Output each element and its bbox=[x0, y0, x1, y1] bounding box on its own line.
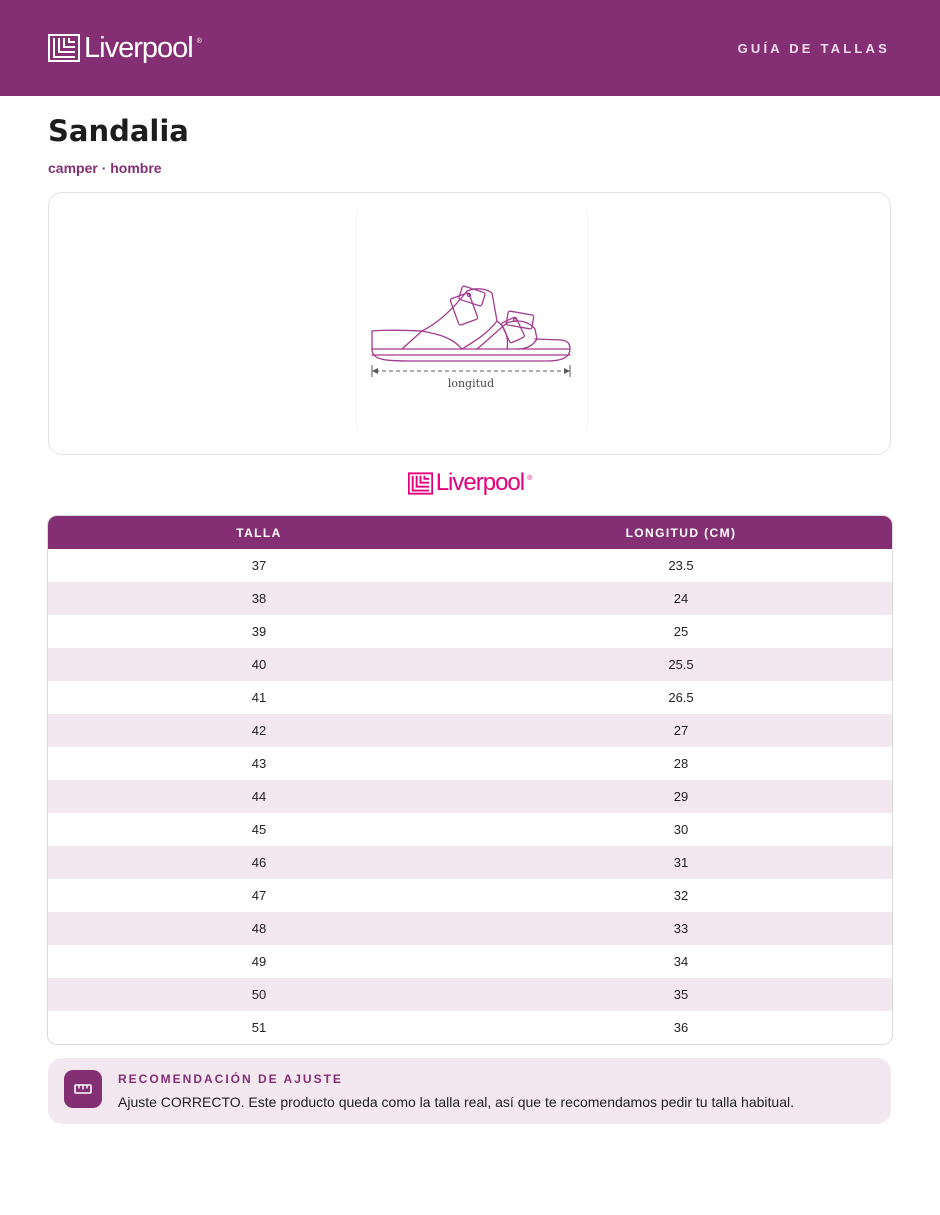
brand-mark bbox=[0, 469, 940, 497]
size-table bbox=[47, 515, 893, 1045]
size-cell: 44 bbox=[251, 789, 267, 804]
logo-text: Liverpool bbox=[84, 31, 193, 64]
length-cell: 29 bbox=[673, 789, 689, 804]
length-cell: 27 bbox=[673, 723, 689, 738]
table-header-row bbox=[48, 516, 892, 549]
length-cell: 24 bbox=[673, 591, 689, 606]
table-row bbox=[48, 747, 892, 780]
table-row bbox=[48, 615, 892, 648]
size-cell: 49 bbox=[251, 954, 267, 969]
liverpool-logo-icon bbox=[48, 34, 80, 62]
sandal-outline-icon bbox=[357, 209, 587, 431]
trademark-symbol: ® bbox=[527, 475, 533, 482]
table-body bbox=[48, 549, 892, 1044]
length-cell: 26.5 bbox=[668, 690, 694, 705]
table-row bbox=[48, 648, 892, 681]
length-cell: 36 bbox=[673, 1020, 689, 1035]
size-cell: 51 bbox=[251, 1020, 267, 1035]
measurement-figure bbox=[48, 192, 891, 455]
table-row bbox=[48, 582, 892, 615]
trademark-symbol: ® bbox=[196, 37, 202, 45]
table-row bbox=[48, 780, 892, 813]
size-cell: 38 bbox=[251, 591, 267, 606]
product-subtitle: camper · hombre bbox=[48, 160, 162, 176]
length-cell: 25.5 bbox=[668, 657, 694, 672]
column-header-longitud: LONGITUD (CM) bbox=[625, 525, 737, 540]
recommendation-text: Ajuste CORRECTO. Este producto queda como la talla real, así que te recomendamos pedir tu talla habitual. bbox=[118, 1094, 794, 1110]
table-row bbox=[48, 945, 892, 978]
length-cell: 28 bbox=[673, 756, 689, 771]
figure-frame bbox=[356, 209, 588, 431]
length-cell: 23.5 bbox=[668, 558, 694, 573]
size-cell: 43 bbox=[251, 756, 267, 771]
size-cell: 47 bbox=[251, 888, 267, 903]
size-cell: 48 bbox=[251, 921, 267, 936]
size-cell: 50 bbox=[251, 987, 267, 1002]
length-cell: 34 bbox=[673, 954, 689, 969]
size-cell: 46 bbox=[251, 855, 267, 870]
fit-recommendation bbox=[48, 1058, 891, 1124]
table-row bbox=[48, 978, 892, 1011]
recommendation-title: RECOMENDACIÓN DE AJUSTE bbox=[118, 1072, 343, 1086]
table-row bbox=[48, 879, 892, 912]
size-cell: 41 bbox=[251, 690, 267, 705]
size-cell: 42 bbox=[251, 723, 267, 738]
page-title: Sandalia bbox=[48, 114, 189, 148]
table-row bbox=[48, 813, 892, 846]
table-row bbox=[48, 681, 892, 714]
table-row bbox=[48, 846, 892, 879]
table-row bbox=[48, 714, 892, 747]
table-row bbox=[48, 1011, 892, 1044]
length-cell: 30 bbox=[673, 822, 689, 837]
length-cell: 25 bbox=[673, 624, 689, 639]
page-header bbox=[0, 0, 940, 96]
size-cell: 40 bbox=[251, 657, 267, 672]
header-title: GUÍA DE TALLAS bbox=[737, 40, 890, 56]
length-cell: 33 bbox=[673, 921, 689, 936]
table-row bbox=[48, 912, 892, 945]
liverpool-logo[interactable] bbox=[48, 32, 202, 65]
size-cell: 39 bbox=[251, 624, 267, 639]
liverpool-logo-icon bbox=[408, 472, 433, 495]
size-cell: 45 bbox=[251, 822, 267, 837]
length-cell: 35 bbox=[673, 987, 689, 1002]
column-header-talla: TALLA bbox=[236, 525, 282, 540]
measure-label: longitud bbox=[447, 377, 495, 390]
table-row bbox=[48, 549, 892, 582]
brand-mark-text: Liverpool bbox=[435, 469, 525, 496]
ruler-icon bbox=[64, 1070, 102, 1108]
length-cell: 31 bbox=[673, 855, 689, 870]
length-cell: 32 bbox=[673, 888, 689, 903]
size-cell: 37 bbox=[251, 558, 267, 573]
